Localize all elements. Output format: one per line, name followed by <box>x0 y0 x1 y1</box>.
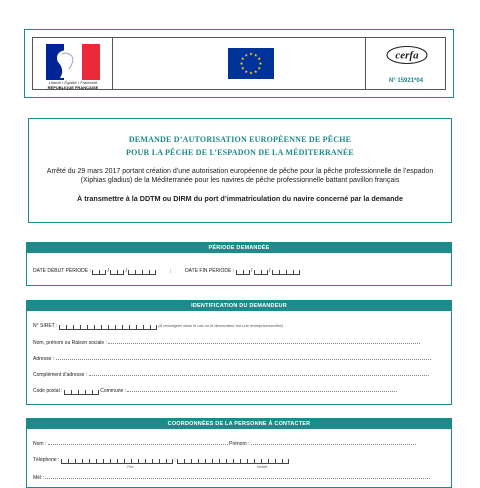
rf-motto: Liberté • Égalité • Fraternité <box>48 80 98 85</box>
section-heading: COORDONNÉES DE LA PERSONNE À CONTACTER <box>27 419 451 429</box>
contact-name-row <box>33 439 443 447</box>
cerfa-number: N° 15921*04 <box>388 78 424 84</box>
eu-flag-icon <box>228 48 274 79</box>
section-identification <box>26 300 452 405</box>
end-day-input[interactable] <box>236 267 250 273</box>
address-row <box>33 354 443 362</box>
name-row <box>33 338 443 346</box>
mel-field[interactable] <box>45 473 430 479</box>
address-field[interactable] <box>56 354 431 360</box>
cerfa-cell <box>365 38 445 89</box>
phone-label: Téléphone : <box>33 457 60 463</box>
start-month-input[interactable] <box>110 267 124 273</box>
periode-row: DATE DÉBUT PÉRIODE : / / ; DATE FIN PÉRIODE : / / <box>33 267 443 275</box>
header-table <box>32 37 446 90</box>
end-date-label: DATE FIN PÉRIODE : <box>185 268 235 274</box>
postal-label: Code postal : <box>33 388 63 394</box>
siret-label: N° SIRET : <box>33 323 58 329</box>
form-title-line1: DEMANDE D’AUTORISATION EUROPÉENNE DE PÊCHE <box>128 135 352 144</box>
address-comp-label: Complément d’adresse : <box>33 372 88 378</box>
postal-row <box>33 386 443 394</box>
section-coordonnees <box>26 418 452 488</box>
section-periode <box>26 242 452 286</box>
address-comp-row <box>33 370 443 378</box>
phone-mobile-input[interactable] <box>177 456 289 462</box>
date-separator: ; <box>169 268 172 274</box>
phone-mobile-caption: Mobile <box>257 465 268 469</box>
logo-cell <box>33 38 113 89</box>
cerfa-logo-text: cerfa <box>395 49 419 62</box>
postal-code-input[interactable] <box>64 387 99 393</box>
transmit-instruction: À transmettre à la DDTM ou DIRM du port d’immatriculation du navire concerné par la demande <box>77 194 403 203</box>
commune-field[interactable] <box>127 386 397 392</box>
form-title-line2: POUR LA PÊCHE DE L’ESPADON DE LA MÉDITERRANÉE <box>126 148 354 157</box>
form-header <box>24 29 454 98</box>
title-block <box>28 118 452 223</box>
eu-cell <box>113 38 365 89</box>
cerfa-logo-icon <box>385 45 429 65</box>
contact-prenom-label: Prénom : <box>229 441 250 447</box>
start-day-input[interactable] <box>92 267 106 273</box>
phone-fixe-input[interactable] <box>61 456 176 463</box>
start-year-input[interactable] <box>128 267 156 273</box>
name-field[interactable] <box>108 338 420 344</box>
marianne-logo-icon <box>46 44 100 80</box>
contact-nom-label: Nom : <box>33 441 47 447</box>
commune-label: Commune : <box>100 388 127 394</box>
contact-nom-field[interactable] <box>48 439 228 445</box>
phone-fixe-caption: Fixe <box>127 465 134 469</box>
siret-input[interactable] <box>59 322 157 328</box>
name-label: Nom, prénom ou Raison sociale : <box>33 340 107 346</box>
phone-row <box>33 456 443 464</box>
arrete-text: Arrêté du 29 mars 2017 portant création d’une autorisation européenne de pêche pour la pêche professionnelle de l’espadon (Xiphias gladius) de la Méditerranée pour les navires de pêche professionnelle battant pavillon français <box>46 168 434 184</box>
start-date-label: DATE DÉBUT PÉRIODE : <box>33 268 91 274</box>
address-label: Adresse : <box>33 356 55 362</box>
mel-label: Mél : <box>33 475 44 481</box>
siret-hint: (À renseigner dans le cas où le demandeur est une entreprise/société) <box>158 323 283 328</box>
siret-row <box>33 322 443 330</box>
end-year-input[interactable] <box>272 267 300 273</box>
section-heading: PÉRIODE DEMANDÉE <box>27 243 451 253</box>
end-month-input[interactable] <box>254 267 268 273</box>
phone-separator: ; <box>174 457 176 463</box>
contact-prenom-field[interactable] <box>251 439 416 445</box>
address-comp-field[interactable] <box>89 370 429 376</box>
section-heading: IDENTIFICATION DU DEMANDEUR <box>27 301 451 311</box>
rf-name: RÉPUBLIQUE FRANÇAISE <box>47 85 99 90</box>
